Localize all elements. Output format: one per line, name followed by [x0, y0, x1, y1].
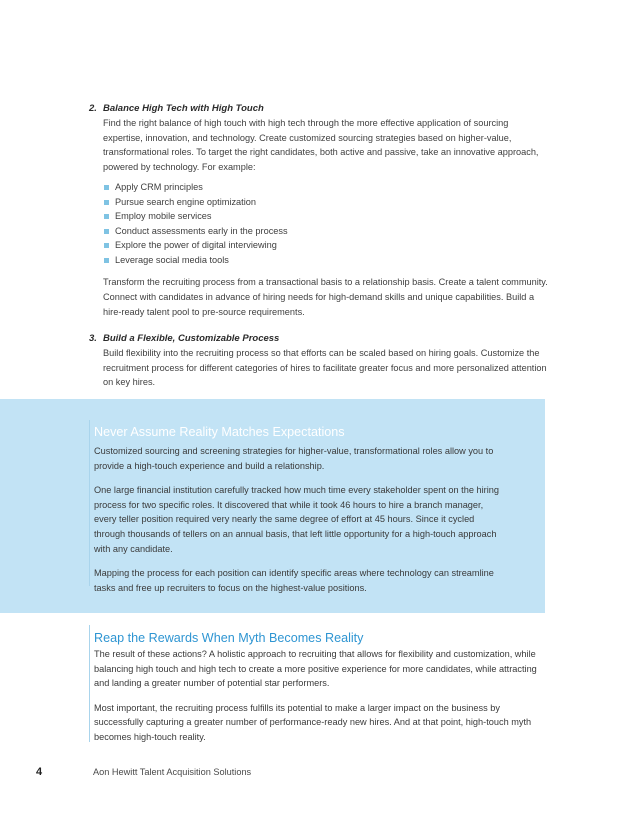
- callout-paragraph: Customized sourcing and screening strategies for higher-value, transformational roles allow you to provide a high-touch experience and build a relationship.: [94, 446, 494, 471]
- section-heading: [89, 103, 549, 115]
- section-flexible-process: [89, 333, 549, 390]
- heading-text: Build a Flexible, Customizable Process: [103, 333, 280, 344]
- square-bullet-icon: [104, 200, 109, 205]
- callout-title: Never Assume Reality Matches Expectations: [94, 425, 345, 439]
- footer-text: Aon Hewitt Talent Acquisition Solutions: [93, 767, 252, 777]
- rewards-paragraph: Most important, the recruiting process fulfills its potential to make a larger impact on the business by successfully capturing a greater number of performance-ready new hires. And at that point, high-touch myth becomes high-touch reality.: [94, 702, 532, 742]
- list-item: Employ mobile services: [103, 209, 549, 224]
- list-item: Explore the power of digital interviewing: [103, 238, 549, 253]
- square-bullet-icon: [104, 185, 109, 190]
- bullet-list: [89, 180, 549, 267]
- section-number: 2.: [89, 103, 97, 114]
- square-bullet-icon: [104, 258, 109, 263]
- list-item: Conduct assessments early in the process: [103, 224, 549, 239]
- heading-text: Balance High Tech with High Touch: [103, 103, 264, 114]
- callout-paragraph: Mapping the process for each position can identify specific areas where technology can streamline tasks and free up recruiters to focus on the highest-value positions.: [94, 568, 494, 593]
- section-number: 3.: [89, 333, 97, 344]
- callout-paragraph: One large financial institution carefully tracked how much time every stakeholder spent on the hiring process for two specific roles. It discovered that while it took 46 hours to hire a branch manager, every teller position required very nearly the same degree of effort at 45 hours. Since it cycled through thousands of tellers on an annual basis, that left little opportunity for a high-touch approach with any candidate.: [94, 485, 499, 554]
- section-body: Build flexibility into the recruiting process so that efforts can be scaled based on hiring goals. Customize the recruitment process for different categories of hires to facilitate greater focus and more personalized attention on key hires.: [103, 348, 547, 388]
- square-bullet-icon: [104, 214, 109, 219]
- callout-rule: [89, 420, 90, 586]
- rewards-title: Reap the Rewards When Myth Becomes Reality: [94, 631, 364, 645]
- rewards-paragraph: The result of these actions? A holistic approach to recruiting that allows for flexibility and customization, while balancing high touch and high tech to create a more positive experience for more candidates, while attracting and landing a greater number of potential star performers.: [94, 649, 537, 689]
- section-closing: Transform the recruiting process from a transactional basis to a relationship basis. Create a talent community. Connect with candidates in advance of hiring needs for high-demand skills and unique capabilities. Build a hire-ready talent pool to pre-source requirements.: [103, 277, 548, 317]
- page-number: 4: [36, 766, 43, 778]
- list-item: Leverage social media tools: [103, 253, 549, 268]
- square-bullet-icon: [104, 229, 109, 234]
- list-item: Apply CRM principles: [103, 180, 549, 195]
- section-heading: [89, 333, 549, 345]
- callout-box: [94, 425, 499, 605]
- section-balance-high-tech: [89, 103, 549, 319]
- square-bullet-icon: [104, 243, 109, 248]
- rewards-rule: [89, 625, 90, 742]
- rewards-section: [94, 631, 546, 755]
- section-body: Find the right balance of high touch with high tech through the more effective application of sourcing expertise, innovation, and technology. Create customized sourcing strategies based on higher-value, transformational roles. To target the right candidates, both active and passive, take an innovative approach, powered by technology. For example:: [103, 118, 539, 172]
- list-item: Pursue search engine optimization: [103, 195, 549, 210]
